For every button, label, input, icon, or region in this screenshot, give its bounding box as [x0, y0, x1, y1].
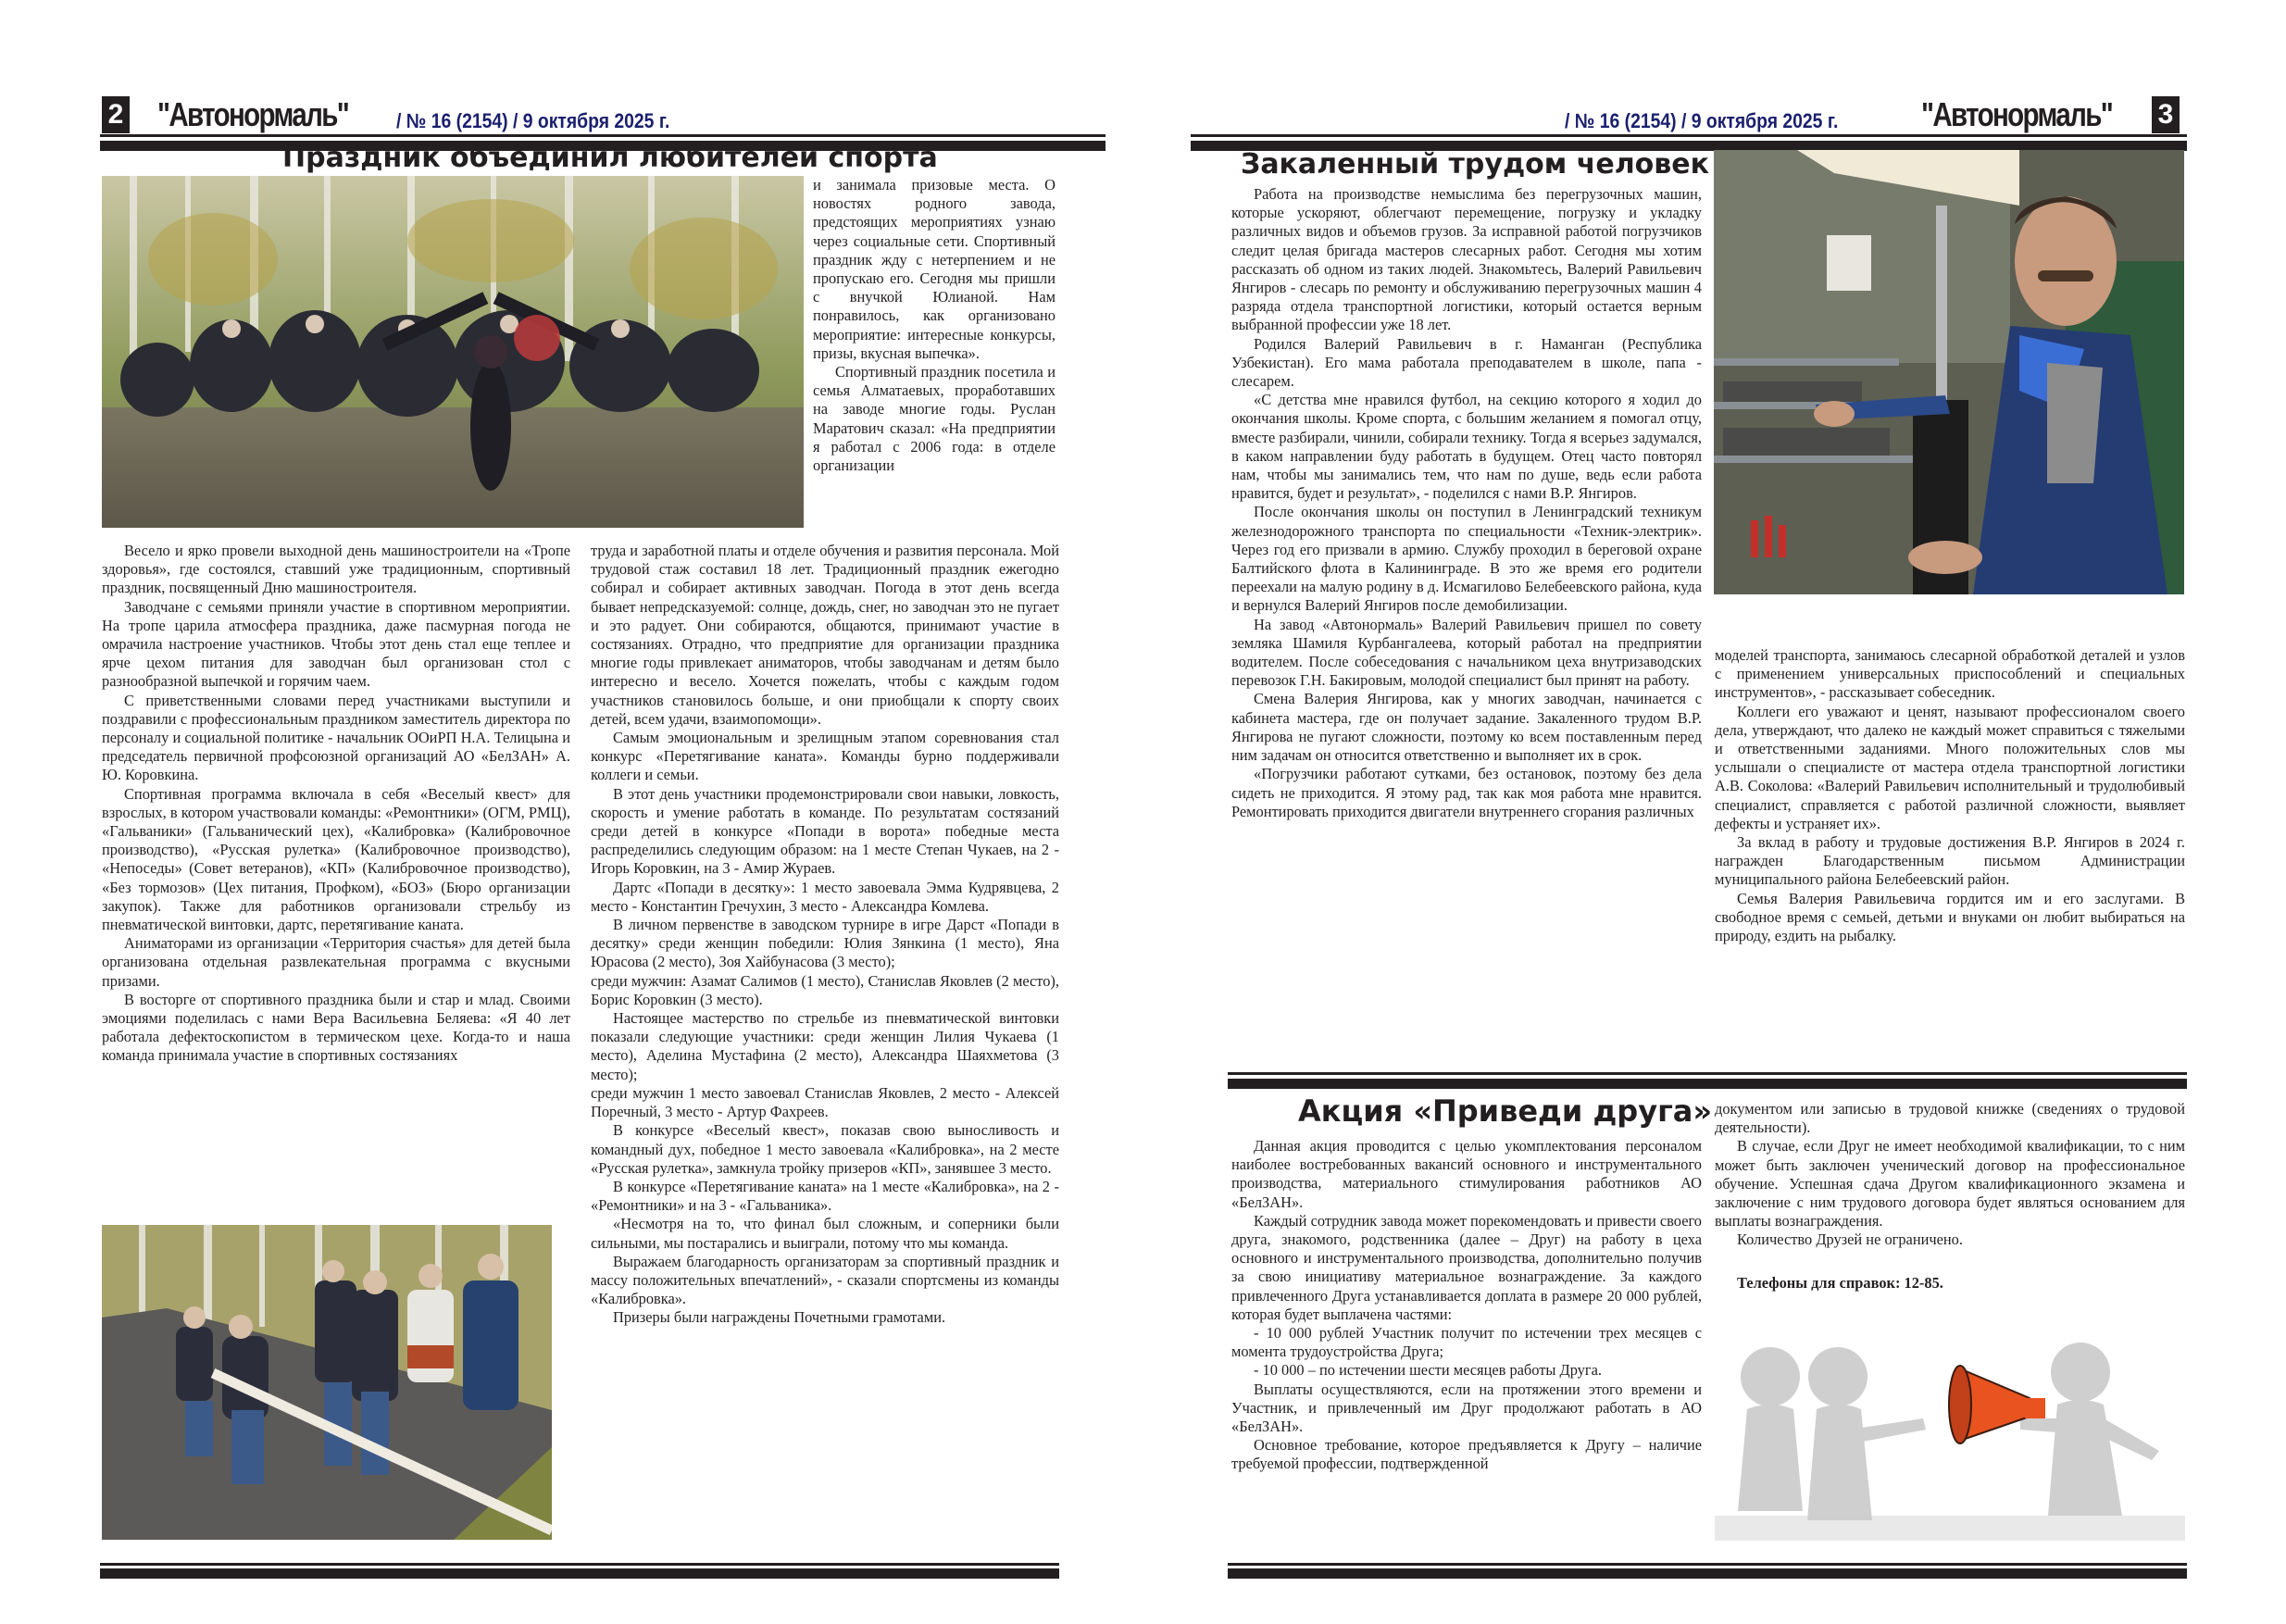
paragraph: Спортивный праздник посетила и семья Алматаевых, проработавших на заводе многие годы. Руслан Маратович сказал: «На предприятии я работал с 2006 года: в отделе организации [813, 363, 1056, 475]
paragraph: В случае, если Друг не имеет необходимой квалификации, то с ним может быть заключен ученический договор на профессиональное обучение. Успешная сдача Другом квалификационного экзамена и заключение с ним трудового договора будет являться основанием для выплаты вознаграждения. [1715, 1137, 2185, 1230]
phone-info: Телефоны для справок: 12-85. [1737, 1273, 1943, 1292]
paragraph: Спортивная программа включала в себя «Веселый квест» для взрослых, в котором участвовали команды: «Ремонтники» (ОГМ, РМЦ), «Гальваники» (Гальванический цех), «Калибровка» (Калибровочное производство), «Русская рулетка» (Калибровочное производство), «Непоседы» (Совет ветеранов), «КП» (Калибровочное производство), «Без тормозов» (Цех питания, Профком), «БОЗ» (Бюро организации закупок). Также для работников организовали стрельбу из пневматической винтовки, дартс, перетягивание каната. [102, 784, 570, 934]
section-rule-thick [1228, 1079, 2187, 1089]
article-headline: Закаленный трудом человек [1241, 148, 1709, 181]
promo-illustration [1715, 1326, 2185, 1541]
paragraph: Семья Валерия Равильевича гордится им и его заслугами. В свободное время с семьей, детьми и внуками он любит выбираться на природу, ездить на рыбалку. [1715, 889, 2185, 945]
article-column-left [1231, 1137, 1702, 1474]
page-number: 2 [102, 96, 130, 133]
paragraph: Каждый сотрудник завода может порекомендовать и привести своего друга, знакомого, родственника (далее – Друг) на работу в цеха основного и инструментального производства, дополнительно получив за свою инициативу материальное вознаграждение. За каждого привлеченного Друга устанавливается доплата в размере 20 000 рублей, которая будет выплачена частями: [1231, 1211, 1702, 1323]
paragraph: Выражаем благодарность организаторам за спортивный праздник и массу положительных впечатлений», - сказали спортсмены из команды «Калибровка». [591, 1252, 1059, 1308]
paragraph: В этот день участники продемонстрировали свои навыки, ловкость, скорость и умение работать в команде. По результатам состязаний среди детей в конкурсе «Попади в ворота» победные места распределились следующим образом: на 1 месте Степан Чукаев, на 2 - Игорь Коровкин, на 3 - Амир Жураев. [591, 784, 1059, 878]
paragraph: труда и заработной платы и отделе обучения и развития персонала. Мой трудовой стаж составил 18 лет. Традиционный праздник ежегодно собирал и собирает активных заводчан. Погода в этот день всегда бывает непредсказуемой: солнце, дождь, снег, но заводчан это не пугает и это радует. Они собираются, общаются, принимают участие в состязаниях. Отрадно, что предприятие для организации праздника многие годы привлекает аниматоров, чтобы заводчанам и детям было интересно и весело. Хочется пожелать, чтобы с каждым годом участников становилось больше, и они приобщали к спорту своих детей, всем удачи, взаимопомощи». [591, 542, 1059, 728]
tug-of-war-photo [102, 1225, 552, 1540]
article-column-right [591, 542, 1059, 1328]
paragraph: документом или записью в трудовой книжке (сведениях о трудовой деятельности). [1715, 1100, 2185, 1137]
article-column-top-right [813, 176, 1056, 475]
paragraph: После окончания школы он поступил в Ленинградский техникум железнодорожного транспорта по специальности «Техник-электрик». Через год его призвали в армию. Службу проходил в береговой охране Балтийского флота в Калининграде. В это же время его родители переехали на малую родину в д. Исмагилово Белебеевского района, куда и вернулся Валерий Янгиров после демобилизации. [1231, 503, 1702, 615]
paragraph: Данная акция проводится с целью укомплектования персоналом наиболее востребованных вакансий основного и инструментального производства, материального стимулирования работников АО «БелЗАН». [1231, 1137, 1702, 1211]
paragraph: «С детства мне нравился футбол, на секцию которого я ходил до окончания школы. Кроме спорта, с большим желанием я помогал отцу, вместе разбирали, чинили, собирали технику. Тогда я всерьез задумался, в каком направлении буду работать в будущем. Отец часто повторял нам, чтобы мы занимались тем, что нам по душе, ведь если работа нравится, будет и результат», - поделился с нами В.Р. Янгиров. [1231, 391, 1702, 503]
article-headline: Акция «Приведи друга» [1298, 1093, 1713, 1129]
newspaper-title: "Автонормаль" [157, 95, 349, 133]
tug-photo [102, 1225, 552, 1540]
paragraph: За вклад в работу и трудовые достижения В.Р. Янгиров в 2024 г. награжден Благодарственным письмом Администрации муниципального района Белебеевский район. [1715, 833, 2185, 889]
figures-with-megaphone-illustration [1715, 1326, 2185, 1541]
footer-rule-thin [1228, 1563, 2187, 1566]
paragraph: Выплаты осуществляются, если на протяжении этого времени и Участник, и привлеченный им Друг продолжают работать в АО «БелЗАН». [1231, 1380, 1702, 1436]
paragraph: Работа на производстве немыслима без перегрузочных машин, которые ускоряют, облегчают перемещение, погрузку и укладку различных видов и объемов грузов. За исправной работой погрузчиков следит целая бригада мастеров слесарных работ. Сегодня мы хотим рассказать об одном из таких людей. Знакомьтесь, Валерий Равильевич Янгиров - слесарь по ремонту и обслуживанию перегрузочных машин 4 разряда отдела транспортной логистики, который остается верным выбранной профессии уже 18 лет. [1231, 185, 1702, 334]
mechanic-at-workbench-photo [1714, 150, 2184, 594]
article-column-right [1715, 1100, 2185, 1293]
paragraph: моделей транспорта, занимаюсь слесарной обработкой деталей и узлов с применением универсальных приспособлений и специальных инструментов», - рассказывает собеседник. [1715, 646, 2185, 702]
paragraph: «Погрузчики работают сутками, без остановок, поэтому без дела сидеть не приходится. Я этому рад, так как моя работа мне нравится. Ремонтировать приходится двигатели внутреннего сгорания различных [1231, 765, 1702, 820]
article-headline: Праздник объединил любителей спорта [282, 142, 938, 174]
footer-rule-thin [100, 1563, 1059, 1566]
paragraph: Смена Валерия Янгирова, как у многих заводчан, начинается с кабинета мастера, где он получает задание. Закаленного трудом В.Р. Янгирова не пугают сложности, поэтому ко всем поставленным перед ним задачам он относится ответственно и выполняет их в срок. [1231, 690, 1702, 765]
paragraph: - 10 000 – по истечении шести месяцев работы Друга. [1254, 1361, 1602, 1380]
header-rule-thin [1191, 134, 2187, 137]
paragraph: и занимала призовые места. О новостях родного завода, предстоящих мероприятиях узнаю через социальные сети. Спортивный праздник жду с нетерпением и не пропускаю его. Сегодня мы пришли с внучкой Юлианой. Нам понравилось, как организовано мероприятие: интересные конкурсы, призы, вкусная выпечка». [813, 176, 1056, 362]
newspaper-title: "Автонормаль" [1921, 95, 2113, 133]
footer-rule-thick [1228, 1568, 2187, 1579]
paragraph: Дартс «Попади в десятку»: 1 место завоевала Эмма Кудрявцева, 2 место - Константин Гречухин, 3 место - Александра Комлева. [591, 878, 1059, 915]
article-column-left [102, 542, 570, 1066]
paragraph: среди мужчин: Азамат Салимов (1 место), Станислав Яковлев (2 место), Борис Коровкин (3 место). [591, 971, 1059, 1008]
crowd-photo [102, 176, 804, 528]
paragraph: Настоящее мастерство по стрельбе из пневматической винтовки показали следующие участники: среди женщин Лилия Чукаева (1 место), Аделина Мустафина (2 место), Александра Шаяхметова (3 место); [591, 1009, 1059, 1083]
paragraph: На завод «Автонормаль» Валерий Равильевич пришел по совету земляка Шамиля Курбангалеева, который работал на предприятии водителем. После собеседования с начальником цеха внутризаводских перевозок Г.Н. Бакировым, молодой специалист был принят на работу. [1231, 615, 1702, 690]
article-column-left [1231, 185, 1702, 821]
paragraph: Заводчане с семьями приняли участие в спортивном мероприятии. На тропе царила атмосфера праздника, даже пасмурная погода не омрачила настроение участников. Чтобы этот день стал еще теплее и ярче цехом питания для заводчан был организован стол с разнообразной выпечкой и горячим чаем. [102, 597, 570, 691]
paragraph: - 10 000 рублей Участник получит по истечении трех месяцев с момента трудоустройства Друга; [1231, 1324, 1702, 1361]
paragraph: В конкурсе «Веселый квест», показав свою выносливость и командный дух, победное 1 место завоевала «Калибровка», на 2 месте «Русская рулетка», замкнула тройку призеров «КП», занявшее 3 место. [591, 1121, 1059, 1177]
paragraph: Основное требование, которое предъявляется к Другу – наличие требуемой профессии, подтвержденной [1231, 1436, 1702, 1473]
page-number: 3 [2152, 96, 2180, 133]
paragraph: Самым эмоциональным и зрелищным этапом соревнования стал конкурс «Перетягивание каната». Команды бурно поддерживали коллеги и семьи. [591, 729, 1059, 784]
paragraph: В конкурсе «Перетягивание каната» на 1 месте «Калибровка», на 2 - «Ремонтники» и на 3 - «Гальваника». [591, 1177, 1059, 1215]
issue-info: / № 16 (2154) / 9 октября 2025 г. [396, 109, 670, 132]
header-rule-thin [100, 134, 1106, 137]
section-rule-thin [1228, 1072, 2187, 1075]
issue-info: / № 16 (2154) / 9 октября 2025 г. [1565, 109, 1839, 132]
paragraph: Призеры были награждены Почетными грамотами. [613, 1308, 946, 1327]
paragraph: среди мужчин 1 место завоевал Станислав Яковлев, 2 место - Алексей Поречный, 3 место - Артур Фахреев. [591, 1083, 1059, 1121]
crowd-of-participants-photo [102, 176, 804, 528]
paragraph: Родился Валерий Равильевич в г. Наманган (Республика Узбекистан). Его мама работала преподавателем в школе, папа - слесарем. [1231, 334, 1702, 391]
article-column-right [1715, 646, 2185, 945]
mechanic-photo [1714, 150, 2184, 594]
paragraph: В восторге от спортивного праздника были и стар и млад. Своими эмоциями поделилась с нами Вера Васильевна Беляева: «Я 40 лет работала дефектоскопистом в термическом цехе. Когда-то и наша команда принимала участие в спортивных состязаниях [102, 990, 570, 1065]
paragraph: Количество Друзей не ограничено. [1737, 1230, 1963, 1249]
paragraph: В личном первенстве в заводском турнире в игре Дарст «Попади в десятку» среди женщин победили: Юлия Зянкина (1 место), Яна Юрасова (2 место), Зоя Хайбунасова (3 место); [591, 916, 1059, 971]
paragraph: «Несмотря на то, что финал был сложным, и соперники были сильными, мы постарались и выиграли, потому что мы команда. [591, 1215, 1059, 1252]
paragraph: Весело и ярко провели выходной день машиностроители на «Тропе здоровья», где состоялся, ставший уже традиционным, спортивный праздник, посвященный Дню машиностроителя. [102, 542, 570, 597]
paragraph: Аниматорами из организации «Территория счастья» для детей была организована отдельная развлекательная программа с вкусными призами. [102, 934, 570, 990]
paragraph: Коллеги его уважают и ценят, называют профессионалом своего дела, утверждают, что далеко не каждый может справиться с тяжелыми и ответственными заданиями. Много положительных слов мы услышали о специалисте от мастера отдела транспортной логистики А.В. Соколова: «Валерий Равильевич исполнительный и трудолюбивый специалист, справляется с работой различной сложности, выявляет дефекты и устраняет их». [1715, 702, 2185, 832]
footer-rule-thick [100, 1568, 1059, 1579]
paragraph: С приветственными словами перед участниками выступили и поздравили с профессиональным праздником заместитель директора по персоналу и социальной политике - начальник ООиРП Н.А. Телицына и председатель первичной профсоюзной организаций АО «БелЗАН» А. Ю. Коровкина. [102, 691, 570, 784]
